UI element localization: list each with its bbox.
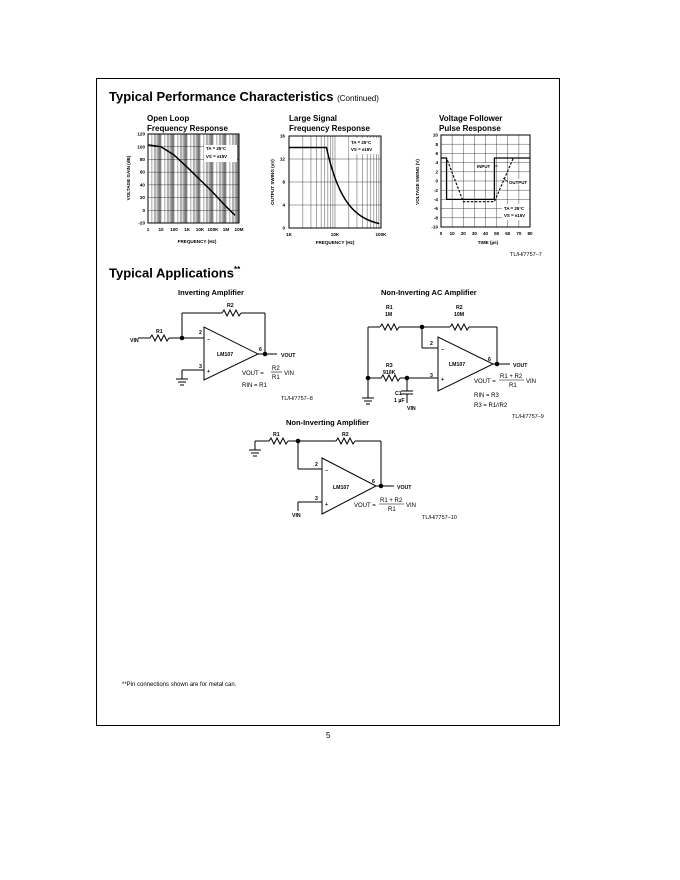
- chart3-ytick-8: -6: [433, 206, 438, 212]
- chart1-ytick-4: 40: [139, 182, 145, 188]
- chart1-xlabel: FREQUENCY (Hz): [177, 239, 217, 244]
- chart3-xtick-6: 60: [505, 231, 511, 236]
- ac-eq-den: R1: [509, 383, 517, 389]
- chart1-xtick-2: 100: [170, 227, 178, 232]
- ni-eq-den: R1: [388, 507, 396, 513]
- chart3-legend-vs: VS = ±15V: [504, 213, 526, 218]
- chart3-xtick-4: 40: [482, 231, 489, 236]
- chart1-xtick-0: 1: [146, 227, 150, 232]
- chart2-xlabel: FREQUENCY (Hz): [315, 240, 355, 245]
- tag-7757-9: TL/H/7757–9: [512, 414, 544, 420]
- inv-pin2: 2: [199, 330, 202, 336]
- ac-c1-label: C1: [395, 391, 402, 397]
- inv-r1-resistor: [150, 335, 169, 341]
- ni-pin6: 6: [372, 479, 375, 485]
- chart2-ylabel: OUTPUT SWING (±V): [270, 159, 275, 205]
- chart1-ytick-0: 120: [137, 131, 145, 137]
- chart3-legend-ta: TA = 25°C: [504, 206, 525, 211]
- chart2-legend-ta: TA = 25°C: [351, 140, 372, 145]
- tag-7757-8: TL/H/7757–8: [281, 396, 313, 402]
- ac-vout-label: VOUT: [513, 363, 528, 369]
- chart3-xlabel: TIME (µs): [477, 240, 499, 245]
- chart-large-signal: [270, 134, 387, 245]
- chart3-output-label: OUTPUT: [509, 180, 528, 185]
- chart2-ytick-4: 0: [282, 225, 285, 231]
- chart1-xtick-3: 1K: [184, 227, 190, 232]
- circuit-title-noninv: Non-Inverting Amplifier: [286, 418, 370, 427]
- chart1-ytick-3: 60: [139, 169, 145, 175]
- ac-eq-lhs: VOUT =: [474, 379, 496, 385]
- chart1-ylabel: VOLTAGE GAIN (dB): [126, 155, 131, 201]
- inv-minus: −: [207, 337, 211, 343]
- chart-open-loop: [126, 132, 244, 244]
- page-number: 5: [326, 731, 331, 740]
- inv-eq-rhs: VIN: [284, 371, 295, 377]
- chart1-ytick-2: 80: [139, 157, 145, 163]
- chart3-xtick-1: 10: [449, 231, 455, 236]
- chart3-ytick-0: 10: [432, 132, 438, 138]
- ac-pin2: 2: [430, 341, 433, 347]
- chart3-xtick-7: 70: [516, 231, 522, 236]
- chart-pulse: [415, 133, 533, 245]
- chart3-input-label: INPUT: [477, 164, 491, 169]
- inv-pin3: 3: [199, 364, 202, 370]
- ac-vin-label: VIN: [407, 406, 416, 412]
- ac-r2-value: 10M: [454, 312, 465, 318]
- ac-eq3: R3 = R1//R2: [474, 403, 508, 409]
- chart2-ytick-3: 4: [282, 202, 285, 208]
- chart3-ytick-3: 4: [435, 160, 438, 166]
- inv-r2-resistor: [222, 310, 241, 316]
- continued-label: (Continued): [337, 94, 379, 103]
- chart3-ytick-10: -10: [431, 224, 438, 230]
- chart1-ytick-5: 20: [139, 195, 145, 201]
- inv-eq-num: R2: [272, 366, 280, 372]
- ac-r1-label: R1: [386, 305, 393, 311]
- ac-eq2: RIN = R3: [474, 393, 499, 399]
- ac-r2-resistor: [450, 324, 469, 330]
- chart3-ytick-6: -2: [433, 187, 438, 193]
- ni-pin2: 2: [315, 462, 318, 468]
- ni-chip-label: LM107: [333, 485, 350, 491]
- inv-eq2: RIN = R1: [242, 383, 267, 389]
- circuit-ac: [362, 324, 510, 404]
- ac-pin3: 3: [430, 373, 433, 379]
- ni-minus: −: [325, 468, 329, 474]
- inv-pin6: 6: [259, 347, 262, 353]
- chart1-legend-ta: TA = 25°C: [206, 146, 227, 151]
- chart3-xtick-3: 30: [471, 231, 477, 236]
- circuits-svg: [0, 295, 680, 535]
- ac-r1-value: 1M: [385, 312, 393, 318]
- chart3-xtick-0: 0: [439, 231, 443, 236]
- inv-plus: +: [207, 369, 211, 375]
- chart-title-open-loop: Open Loop Frequency Response: [147, 114, 228, 133]
- chart3-xtick-2: 20: [460, 231, 466, 236]
- chart3-ylabel: VOLTAGE SWING (V): [415, 159, 420, 205]
- ac-r3-label: R3: [386, 363, 393, 369]
- chart2-xtick-2: 100K: [375, 232, 387, 237]
- chart1-xtick-5: 100K: [207, 227, 219, 232]
- inv-r1-label: R1: [156, 329, 163, 335]
- chart-title-large-signal: Large Signal Frequency Response: [289, 114, 370, 133]
- chart2-xtick-1: 10K: [330, 232, 340, 237]
- applications-title: Typical Applications**: [109, 265, 241, 281]
- ni-r2-label: R2: [342, 432, 349, 438]
- chart1-xtick-7: 10M: [234, 227, 244, 232]
- ac-plus: +: [441, 377, 445, 383]
- chart3-ytick-5: 0: [435, 178, 438, 184]
- ac-r1-resistor: [380, 324, 399, 330]
- inv-vout-label: VOUT: [281, 353, 296, 359]
- ni-r2-resistor: [336, 438, 355, 444]
- chart2-legend-vs: VS = ±15V: [351, 147, 373, 152]
- inv-eq-lhs: VOUT =: [242, 371, 264, 377]
- ni-r1-label: R1: [273, 432, 280, 438]
- ni-eq-lhs: VOUT =: [354, 503, 376, 509]
- inv-r2-label: R2: [227, 303, 234, 309]
- chart2-xtick-0: 1K: [286, 232, 292, 237]
- chart2-ytick-0: 16: [279, 133, 285, 139]
- chart1-ytick-1: 100: [137, 144, 145, 150]
- chart1-xtick-1: 10: [158, 227, 164, 232]
- ac-chip-label: LM107: [449, 362, 466, 368]
- inv-vin-label: VIN: [130, 338, 139, 344]
- chart3-ytick-9: -8: [433, 215, 438, 221]
- ac-pin6: 6: [488, 357, 491, 363]
- chart1-legend-vs: VS = ±15V: [206, 154, 228, 159]
- ni-vout-label: VOUT: [397, 485, 412, 491]
- chart2-ytick-1: 12: [279, 156, 285, 162]
- tag-7757-10: TL/H/7757–10: [422, 515, 457, 521]
- charts-svg: [0, 0, 680, 260]
- applications-mark: **: [233, 265, 241, 274]
- ni-eq-num: R1 + R2: [380, 498, 403, 504]
- ni-r1-resistor: [269, 438, 288, 444]
- ni-plus: +: [325, 502, 329, 508]
- ac-r2-label: R2: [456, 305, 463, 311]
- chart3-ytick-1: 8: [435, 141, 438, 147]
- inv-eq-den: R1: [272, 375, 280, 381]
- chart3-ytick-4: 2: [435, 169, 438, 175]
- ni-vin-label: VIN: [292, 513, 301, 519]
- chart3-xtick-8: 80: [527, 231, 533, 236]
- inv-chip-label: LM107: [217, 352, 234, 358]
- ni-eq-rhs: VIN: [406, 503, 417, 509]
- chart3-ytick-2: 6: [435, 151, 438, 156]
- chart-title-pulse: Voltage Follower Pulse Response: [439, 114, 503, 133]
- chart1-xtick-4: 10K: [195, 227, 205, 232]
- ac-eq-num: R1 + R2: [500, 374, 523, 380]
- section-title: Typical Performance Characteristics (Continued): [109, 89, 379, 104]
- chart1-ytick-7: -20: [138, 220, 145, 226]
- chart3-ytick-7: -4: [433, 197, 438, 202]
- footnote: **Pin connections shown are for metal can.: [122, 682, 237, 688]
- circuit-title-inverting: Inverting Amplifier: [178, 288, 244, 297]
- ac-eq-rhs: VIN: [526, 379, 537, 385]
- chart3-xtick-5: 50: [494, 231, 500, 236]
- ni-pin3: 3: [315, 496, 318, 502]
- tag-7757-7: TL/H/7757–7: [510, 252, 542, 258]
- chart2-ytick-2: 8: [282, 179, 285, 185]
- chart1-xtick-6: 1M: [222, 227, 230, 232]
- chart1-ytick-6: 0: [142, 207, 145, 213]
- ac-c1-value: 1 µF: [394, 398, 405, 404]
- circuit-title-ac: Non-Inverting AC Amplifier: [381, 288, 477, 297]
- ac-r3-value: 910K: [383, 370, 396, 376]
- ac-minus: −: [441, 347, 445, 353]
